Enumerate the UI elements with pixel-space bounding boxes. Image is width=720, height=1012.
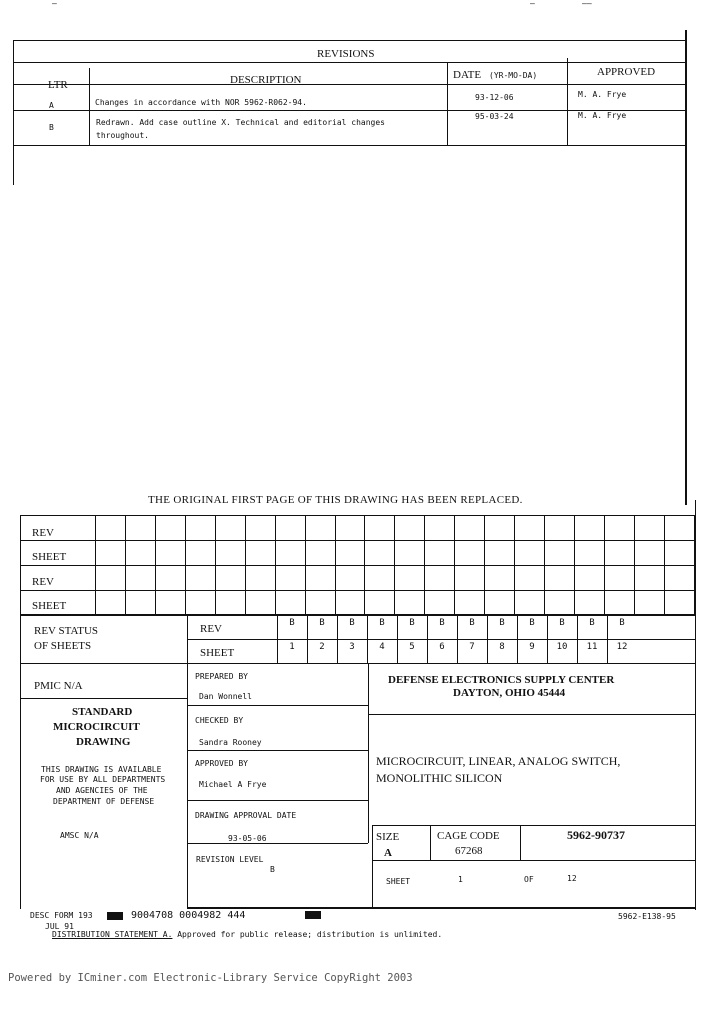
- rev-row-ltr: A: [49, 101, 54, 110]
- approved-label: APPROVED BY: [195, 759, 248, 768]
- rev-status-rev-label: REV: [200, 623, 222, 635]
- rev-status-label: OF SHEETS: [34, 640, 92, 652]
- rev-status-rev-cell: B: [379, 618, 385, 628]
- rev-status-sheet-cell: 6: [439, 642, 445, 652]
- rev-status-sheet-cell: 5: [409, 642, 415, 652]
- header-ltr: LTR: [48, 79, 68, 91]
- standard-title: DRAWING: [76, 736, 131, 748]
- rev-status-sheet-cell: 11: [586, 642, 598, 652]
- prepared-label: PREPARED BY: [195, 672, 248, 681]
- rev-status-rev-cell: B: [559, 618, 565, 628]
- rev-status-sheet-cell: 12: [616, 642, 628, 652]
- cage-code-value: 67268: [455, 845, 483, 857]
- rev-row-ltr: B: [49, 123, 54, 132]
- replaced-note: THE ORIGINAL FIRST PAGE OF THIS DRAWING HAS BEEN REPLACED.: [148, 494, 523, 506]
- drawing-title: MONOLITHIC SILICON: [376, 771, 503, 785]
- rev-status-rev-cell: B: [469, 618, 475, 628]
- watermark: Powered by ICminer.com Electronic-Library Service CopyRight 2003: [8, 972, 413, 984]
- revisions-title: REVISIONS: [317, 48, 375, 60]
- revision-level-value: B: [270, 865, 275, 874]
- rev-status-rev-cell: B: [529, 618, 535, 628]
- form-date: JUL 91: [45, 922, 74, 931]
- checked-label: CHECKED BY: [195, 716, 244, 725]
- rev-status-sheet-cell: 9: [529, 642, 535, 652]
- sheet-label: SHEET: [386, 877, 411, 886]
- approved-name: Michael A Frye: [199, 780, 267, 789]
- rev-row-approved: M. A. Frye: [578, 111, 627, 120]
- barcode-block: [107, 912, 123, 920]
- availability-text: AND AGENCIES OF THE: [56, 786, 148, 795]
- rev-status-sheet-cell: 7: [469, 642, 475, 652]
- rev-status-sheet-cell: 8: [499, 642, 505, 652]
- rev-status-rev-cell: B: [439, 618, 445, 628]
- scan-mark: ——: [582, 0, 592, 8]
- scan-mark: —: [530, 0, 535, 8]
- approval-date-value: 93-05-06: [228, 834, 267, 843]
- sheet-total: 12: [567, 874, 577, 883]
- rev-status-sheet-cell: 3: [349, 642, 355, 652]
- pmic: PMIC N/A: [34, 680, 83, 692]
- rev-status-sheet-cell: 10: [556, 642, 568, 652]
- standard-title: MICROCIRCUIT: [53, 721, 140, 733]
- approval-date-label: DRAWING APPROVAL DATE: [195, 811, 297, 820]
- rev-status-sheet-cell: 2: [319, 642, 325, 652]
- status-rev-label: REV: [32, 576, 54, 588]
- rev-status-rev-cell: B: [619, 618, 625, 628]
- rev-status-rev-cell: B: [319, 618, 325, 628]
- checked-name: Sandra Rooney: [199, 738, 262, 747]
- rev-row-date: 95-03-24: [475, 112, 514, 121]
- header-date-format: (YR-MO-DA): [489, 71, 538, 80]
- distribution-label: DISTRIBUTION STATEMENT A.: [52, 930, 173, 939]
- amsc: AMSC N/A: [60, 831, 99, 840]
- rev-status-rev-cell: B: [349, 618, 355, 628]
- cage-code-label: CAGE CODE: [437, 830, 500, 842]
- rev-status-label: REV STATUS: [34, 625, 99, 637]
- revision-level-label: REVISION LEVEL: [196, 855, 264, 864]
- rev-status-rev-cell: B: [409, 618, 415, 628]
- drawing-title: MICROCIRCUIT, LINEAR, ANALOG SWITCH,: [376, 754, 621, 768]
- distribution-text: Approved for public release; distribution is unlimited.: [172, 930, 443, 939]
- prepared-name: Dan Wonnell: [199, 692, 252, 701]
- status-sheet-label: SHEET: [32, 600, 67, 612]
- size-value: A: [384, 847, 392, 859]
- availability-text: FOR USE BY ALL DEPARTMENTS: [40, 775, 166, 784]
- rev-status-rev-cell: B: [589, 618, 595, 628]
- rev-status-rev-cell: B: [289, 618, 295, 628]
- of-label: OF: [524, 875, 534, 884]
- distribution-statement: [52, 931, 442, 939]
- agency-name: DEFENSE ELECTRONICS SUPPLY CENTER: [388, 674, 615, 686]
- rev-row-description: Redrawn. Add case outline X. Technical and editorial changes: [96, 118, 385, 127]
- status-rev-label: REV: [32, 527, 54, 539]
- rev-status-rev-cell: B: [499, 618, 505, 628]
- header-description: DESCRIPTION: [230, 74, 302, 86]
- sheet-value: 1: [458, 875, 463, 884]
- size-label: SIZE: [376, 831, 400, 843]
- rev-row-description: Changes in accordance with NOR 5962-R062-94.: [95, 98, 307, 107]
- standard-title: STANDARD: [72, 706, 133, 718]
- rev-status-sheet-label: SHEET: [200, 647, 235, 659]
- header-date: DATE: [453, 69, 482, 81]
- availability-text: DEPARTMENT OF DEFENSE: [53, 797, 155, 806]
- availability-text: THIS DRAWING IS AVAILABLE: [41, 765, 162, 774]
- drawing-number: 5962-90737: [567, 828, 625, 842]
- agency-city: DAYTON, OHIO 45444: [453, 687, 566, 699]
- rev-row-description: throughout.: [96, 131, 149, 140]
- rev-row-approved: M. A. Frye: [578, 90, 627, 99]
- rev-status-sheet-cell: 4: [379, 642, 385, 652]
- barcode-block: [305, 911, 321, 919]
- barcode-text: 9004708 0004982 444: [131, 910, 246, 921]
- rev-row-date: 93-12-06: [475, 93, 514, 102]
- form-number: DESC FORM 193: [30, 911, 93, 920]
- header-approved: APPROVED: [597, 66, 656, 78]
- status-sheet-label: SHEET: [32, 551, 67, 563]
- scan-mark: —: [52, 0, 57, 8]
- rev-status-sheet-cell: 1: [289, 642, 295, 652]
- document-code: 5962-E138-95: [618, 912, 676, 921]
